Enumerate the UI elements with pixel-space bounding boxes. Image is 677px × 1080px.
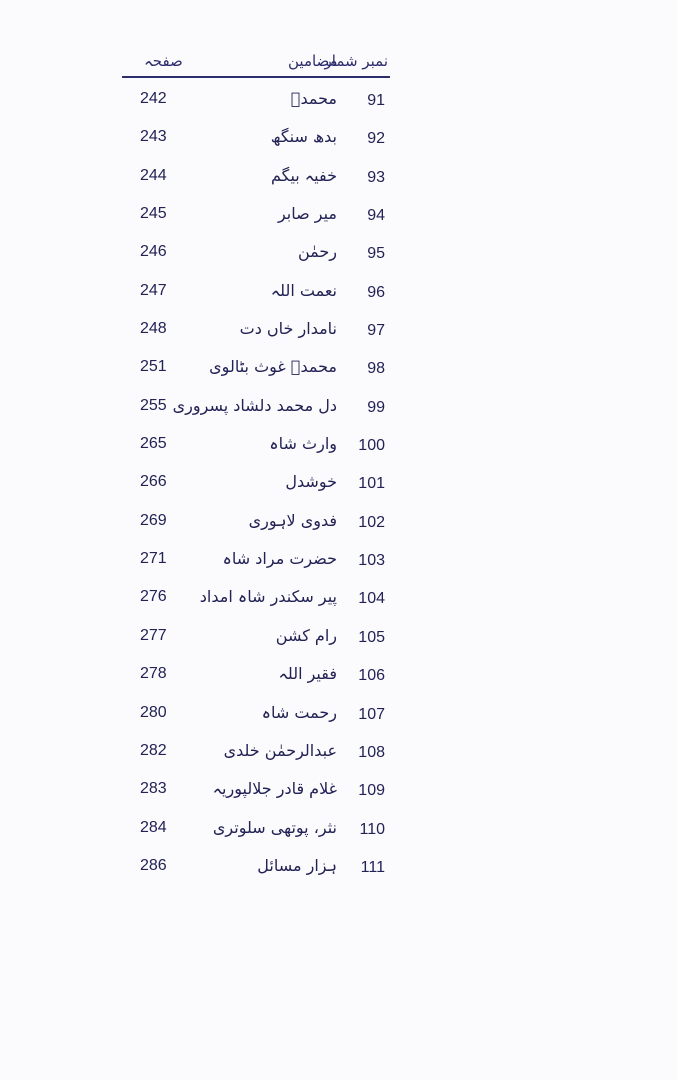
page-number: 284 <box>140 818 167 836</box>
entry-title: رحمت شاہ <box>261 702 337 722</box>
page-number: 271 <box>140 550 167 568</box>
list-item <box>0 82 677 120</box>
entry-title: نامدار خاں دت <box>239 319 337 339</box>
list-item <box>0 504 677 542</box>
page-number: 277 <box>140 626 167 644</box>
entry-number: 100 <box>358 437 385 455</box>
entry-number: 104 <box>358 590 385 608</box>
entry-number: 108 <box>358 743 385 761</box>
page-number: 280 <box>140 703 167 721</box>
page-number: 282 <box>140 741 167 759</box>
list-item <box>0 159 677 197</box>
entry-number: 98 <box>367 360 385 378</box>
contents-header <box>122 50 390 78</box>
page-column-header: صفحہ <box>144 52 183 70</box>
entry-title: وارث شاہ <box>269 434 337 454</box>
number-column-header: نمبر شمار <box>324 52 388 70</box>
entry-title: فقیر اللہ <box>278 664 337 684</box>
list-item <box>0 772 677 810</box>
page-number: 278 <box>140 665 167 683</box>
list-item <box>0 274 677 312</box>
entry-number: 99 <box>367 398 385 416</box>
page-number: 248 <box>140 320 167 338</box>
list-item <box>0 120 677 158</box>
entry-title: نثر، پوتھی سلوتری <box>212 817 337 837</box>
entry-title: محمدؐ <box>290 89 337 108</box>
list-item <box>0 849 677 887</box>
entry-number: 105 <box>358 628 385 646</box>
page-number: 245 <box>140 205 167 223</box>
entry-title: عبدالرحمٰن خلدی <box>223 740 337 760</box>
page-number: 286 <box>140 856 167 874</box>
list-item <box>0 696 677 734</box>
list-item <box>0 389 677 427</box>
entry-number: 92 <box>367 130 385 148</box>
page-number: 251 <box>140 358 167 376</box>
list-item <box>0 465 677 503</box>
list-item <box>0 619 677 657</box>
entry-title: محمدؐ غوث بٹالوی <box>209 357 337 377</box>
page-number: 265 <box>140 435 167 453</box>
list-item <box>0 580 677 618</box>
entry-title: دل محمد دلشاد پسروری <box>172 395 337 415</box>
entry-title: غلام قادر جلالپوریہ <box>212 779 337 799</box>
entry-title: میر صابر <box>277 204 337 224</box>
entry-number: 95 <box>367 245 385 263</box>
entry-number: 102 <box>358 513 385 531</box>
page-number: 247 <box>140 281 167 299</box>
entry-title: خفیہ بیگم <box>270 165 337 185</box>
entry-title: بدھ سنگھ <box>270 127 337 147</box>
entry-number: 107 <box>358 705 385 723</box>
entry-number: 96 <box>367 283 385 301</box>
entry-number: 91 <box>367 92 385 109</box>
entry-title: رحمٰن <box>297 242 337 262</box>
page-number: 244 <box>140 166 167 184</box>
list-item <box>0 734 677 772</box>
page-number: 269 <box>140 511 167 529</box>
page-number: 243 <box>140 128 167 146</box>
list-item <box>0 312 677 350</box>
entry-number: 101 <box>358 475 385 493</box>
entry-number: 109 <box>358 782 385 800</box>
entry-number: 97 <box>367 322 385 340</box>
list-item <box>0 811 677 849</box>
list-item <box>0 657 677 695</box>
entry-title: خوشدل <box>285 472 337 492</box>
page-number: 246 <box>140 243 167 261</box>
list-item <box>0 542 677 580</box>
list-item <box>0 197 677 235</box>
list-item <box>0 427 677 465</box>
entry-number: 110 <box>359 820 385 838</box>
contents-list <box>0 82 677 887</box>
page-number: 255 <box>140 396 167 414</box>
page-number: 276 <box>140 588 167 606</box>
list-item <box>0 350 677 388</box>
entry-title: فدوی لاہوری <box>248 510 337 530</box>
entry-title: رام کشن <box>275 625 337 645</box>
entry-number: 106 <box>358 667 385 685</box>
entry-number: 111 <box>360 858 385 876</box>
entry-number: 94 <box>367 207 385 225</box>
page-number: 266 <box>140 473 167 491</box>
title-column-header: مضامین <box>288 52 338 70</box>
entry-title: ہزار مسائل <box>257 855 337 875</box>
entry-title: حضرت مراد شاہ <box>222 549 337 569</box>
entry-number: 93 <box>367 168 385 186</box>
page-number: 283 <box>140 780 167 798</box>
page-number: 242 <box>140 90 167 107</box>
list-item <box>0 235 677 273</box>
entry-number: 103 <box>358 552 385 570</box>
entry-title: پیر سکندر شاہ امداد <box>199 587 337 607</box>
entry-title: نعمت اللہ <box>270 280 337 300</box>
